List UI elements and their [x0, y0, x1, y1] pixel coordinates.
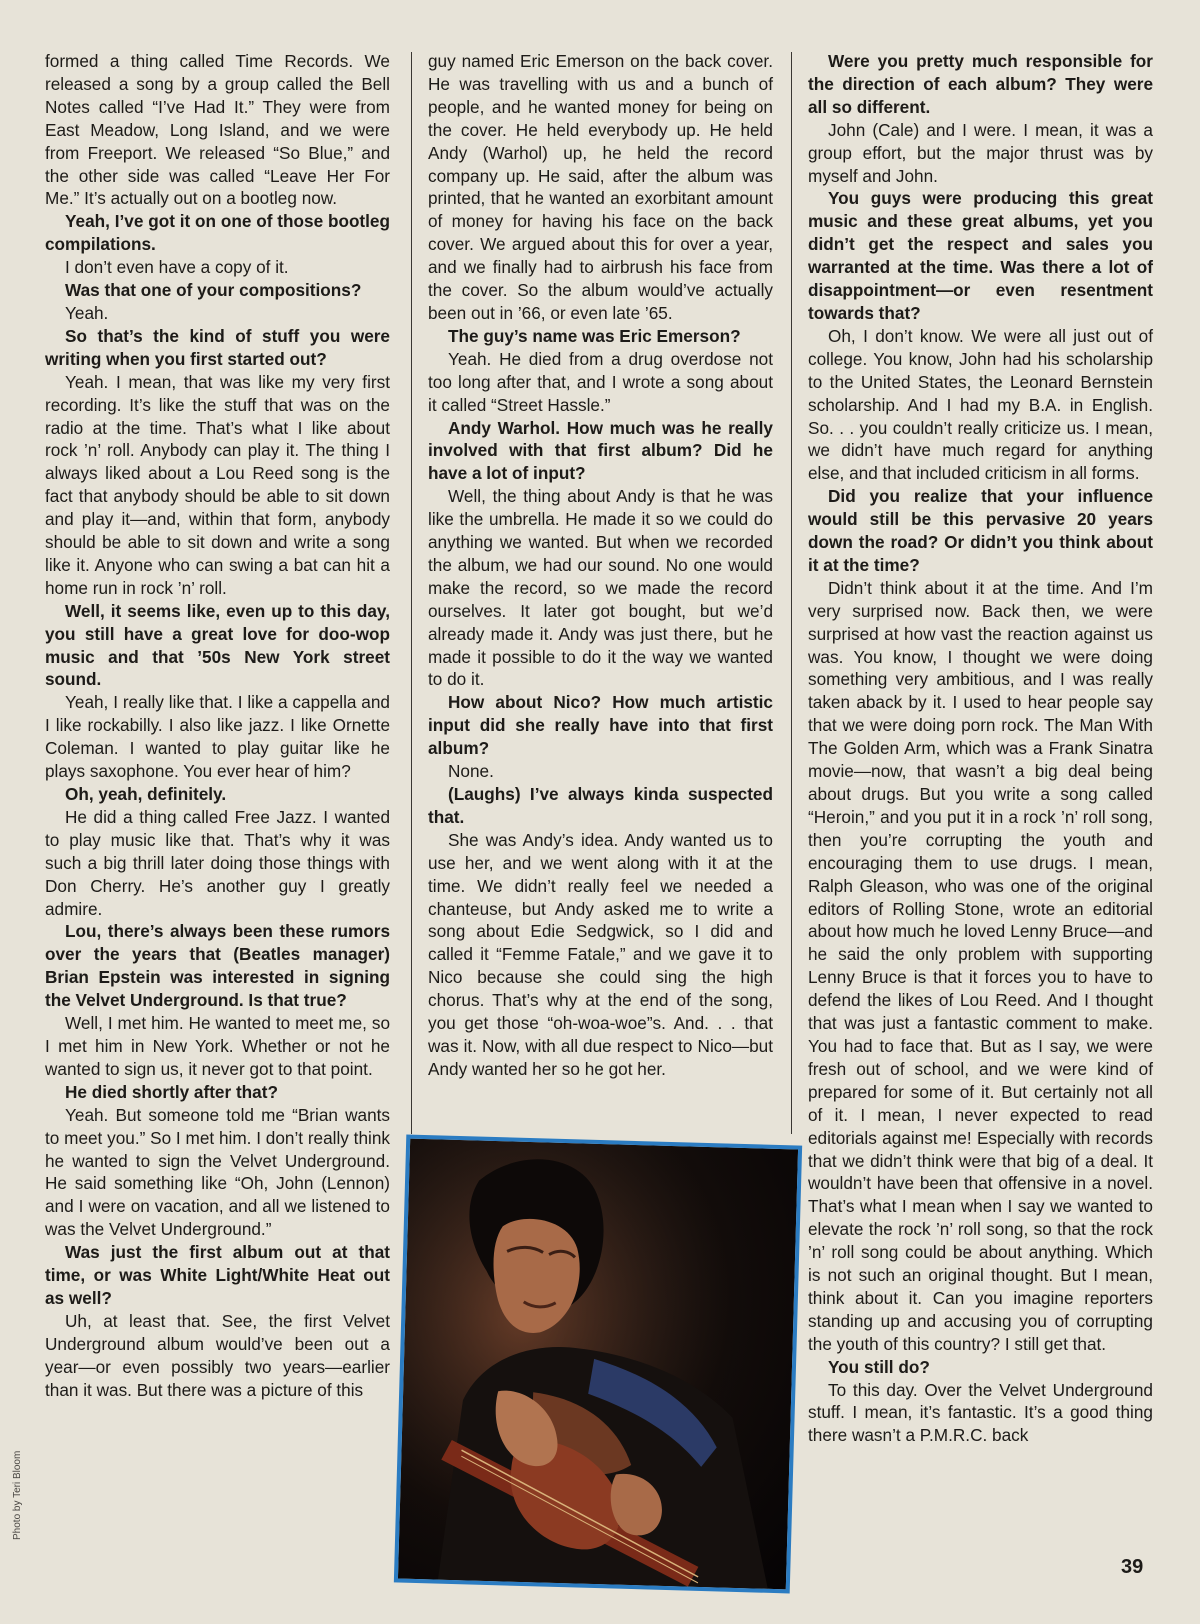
interview-question: So that’s the kind of stuff you were writing when you first started out?: [45, 325, 390, 369]
interview-answer: Yeah, I really like that. I like a cappella and I like rockabilly. I also like jazz. I like Ornette Coleman. I wanted to play guitar like he plays saxophone. You ever hear of him?: [45, 692, 390, 782]
interview-question: Were you pretty much responsible for the direction of each album? They were all so different.: [808, 51, 1153, 117]
interview-answer: Oh, I don’t know. We were all just out of college. You know, John had his scholarship to the United States, the Leonard Bernstein scholarship. And I had my B.A. in English. So. . . you couldn’t really criticize us. I mean, we didn’t have much regard for anything else, and that included criticism in all forms.: [808, 325, 1153, 484]
guitarist-illustration: [398, 1139, 798, 1590]
photo-credit: Photo by Teri Bloom: [12, 1450, 23, 1540]
interview-question: Well, it seems like, even up to this day, you still have a great love for doo-wop music and that ’50s New York street sound.: [45, 600, 390, 690]
interview-answer: Yeah.: [65, 302, 109, 323]
interview-question: Was just the first album out at that time, or was White Light/White Heat out as well?: [45, 1242, 390, 1308]
interview-answer: None.: [448, 761, 494, 782]
interview-question: He died shortly after that?: [65, 1081, 278, 1102]
interview-answer: Yeah. I mean, that was like my very first recording. It’s like the stuff that was on the radio at the time. That’s what I like about rock ’n’ roll. Anybody can play it. The thing I always liked about a Lou Reed song is the fact that anybody should be able to sit down and play it—and, within that form, anybody should be able to sit down and write a song like it. Anyone who can swing a bat can hit a home run in rock ’n’ roll.: [45, 371, 390, 598]
interview-question: You still do?: [828, 1356, 930, 1377]
concert-photo: [394, 1135, 802, 1594]
column-divider: [411, 52, 412, 1134]
interview-question: Was that one of your compositions?: [65, 280, 362, 301]
interview-answer: Didn’t think about it at the time. And I’m very surprised now. Back then, we were surprised at how vast the reaction against us was. You know, I thought we were doing something very ambitious, and I was really taken aback by it. I used to hear people say that we were doing porn rock. The Man With The Golden Arm, which was a Frank Sinatra movie—now, that wasn’t a big deal being about drugs. But you write a song called “Heroin,” and you put it in a rock ’n’ roll song, then you’re corrupting the youth and encouraging them to use drugs. I mean, Ralph Gleason, who was one of the original editors of Rolling Stone, wrote an editorial about how much he loved Lenny Bruce—and he said the only problem with supporting Lenny Bruce is that it forces you to have to defend the likes of Lou Reed. And I thought that was just a fantastic comment to make. You had to face that. But as I say, we were fresh out of school, and we were kind of prepared for some of it. But certainly not all of it. I mean, I never expected to read editorials against me! Especially with records that we didn’t think were that big of a deal. It wouldn’t have been that offensive in a novel. That’s what I mean when I say we wanted to elevate the rock ’n’ roll song, so that the rock ’n’ roll song could be about anything. Which is not such an original thought. But I mean, think about it. Can you imagine reporters standing up and accusing you of corrupting the youth of this country? I still get that.: [808, 577, 1153, 1354]
interview-question: Oh, yeah, definitely.: [65, 784, 227, 804]
interview-answer: To this day. Over the Velvet Underground stuff. I mean, it’s fantastic. It’s a good thing there wasn’t a P.M.R.C. back: [808, 1379, 1153, 1446]
article-column-2: [428, 50, 773, 1081]
interview-question: Did you realize that your influence would still be this pervasive 20 years down the road? Or didn’t you think about it at the time?: [808, 486, 1153, 575]
interview-answer: She was Andy’s idea. Andy wanted us to use her, and we went along with it at the time. We didn’t really feel we needed a chanteuse, but Andy asked me to write a song about Edie Sedgwick, so I did and called it “Femme Fatale,” and we gave it to Nico because she could sing the high chorus. That’s why at the end of the song, you get those “oh-woa-woe”s. And. . . that was it. Now, with all due respect to Nico—but Andy wanted her so he got her.: [428, 829, 773, 1079]
interview-answer: He did a thing called Free Jazz. I wanted to play music like that. That’s why it was such a big thrill later doing those things with Don Cherry. He’s another guy I greatly admire.: [45, 806, 390, 919]
interview-answer: Well, the thing about Andy is that he was like the umbrella. He made it so we could do anything we wanted. But when we recorded the album, we had our sound. No one would make the record, so we made the record ourselves. It later got bought, but we’d already made it. Andy was just there, but he made it possible to do it the way we wanted to do it.: [428, 486, 773, 690]
interview-answer: Well, I met him. He wanted to meet me, so I met him in New York. Whether or not he wanted to sign us, it never got to that point.: [45, 1013, 390, 1079]
interview-answer: Yeah. He died from a drug overdose not too long after that, and I wrote a song about it called “Street Hassle.”: [428, 348, 773, 415]
interview-answer: formed a thing called Time Records. We released a song by a group called the Bell Notes called “I’ve Had It.” They were from East Meadow, Long Island, and we were from Freeport. We released “So Blue,” and the other side was called “Leave Her For Me.” It’s actually out on a bootleg now.: [45, 51, 390, 209]
interview-question: Yeah, I’ve got it on one of those bootleg compilations.: [45, 211, 390, 255]
article-column-3: [808, 50, 1153, 1447]
interview-question: Andy Warhol. How much was he really involved with that first album? Did he have a lot of input?: [428, 417, 773, 484]
interview-answer: Yeah. But someone told me “Brian wants to meet you.” So I met him. I don’t really think he wanted to sign the Velvet Underground. He said something like “Oh, John (Lennon) and I were on vacation, and all we listened to was the Velvet Underground.”: [45, 1104, 390, 1240]
column-divider: [791, 52, 792, 1134]
interview-answer: guy named Eric Emerson on the back cover. He was travelling with us and a bunch of people, and he wanted money for being on the cover. He held everybody up. He held Andy (Warhol) up, he held the record company up. He said, after the album was printed, that he wanted an exorbitant amount of money for having his face on the back cover. We argued about this for over a year, and we finally had to airbrush his face from the cover. So the album would’ve actually been out in ’66, or even late ’65.: [428, 51, 773, 323]
interview-question: Lou, there’s always been these rumors over the years that (Beatles manager) Brian Epstein was interested in signing the Velvet Underground. Is that true?: [45, 921, 390, 1011]
interview-question: How about Nico? How much artistic input did she really have into that first album?: [428, 692, 773, 759]
page-number: 39: [1121, 1556, 1144, 1578]
interview-question: You guys were producing this great music and these great albums, yet you didn’t get the respect and sales you warranted at the time. Was there a lot of disappointment—or even resentment towards that?: [808, 188, 1153, 323]
interview-answer: I don’t even have a copy of it.: [65, 257, 289, 278]
interview-question: (Laughs) I’ve always kinda suspected that.: [428, 784, 773, 827]
interview-question: The guy’s name was Eric Emerson?: [448, 325, 741, 346]
interview-answer: Uh, at least that. See, the first Velvet Underground album would’ve been out a year—or even possibly two years—earlier than it was. But there was a picture of this: [45, 1310, 390, 1400]
interview-answer: John (Cale) and I were. I mean, it was a group effort, but the major thrust was by myself and John.: [808, 119, 1153, 186]
article-column-1: [45, 50, 390, 1401]
